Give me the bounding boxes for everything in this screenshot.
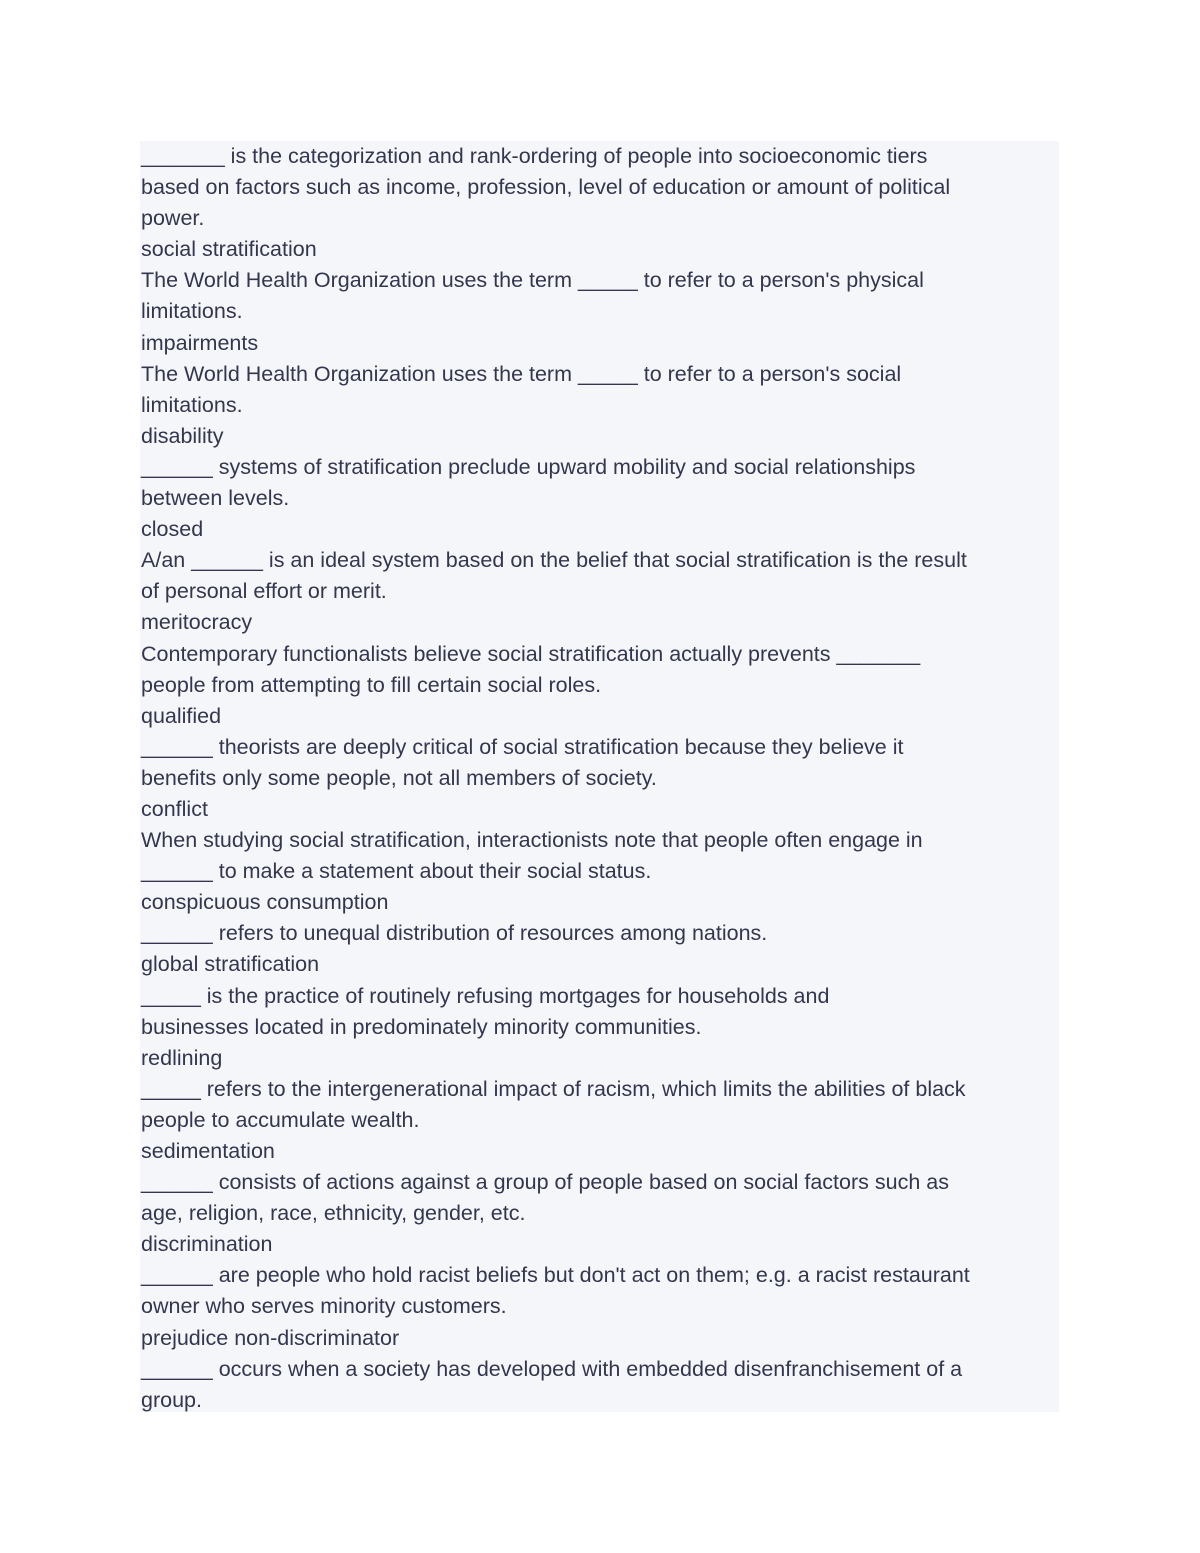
answer-line: discrimination bbox=[141, 1232, 273, 1257]
text-line: The World Health Organization uses the term _____ to refer to a person's social bbox=[141, 361, 902, 386]
text-line: When studying social stratification, interactionists note that people often engage in bbox=[141, 828, 923, 853]
text-line: owner who serves minority customers. bbox=[141, 1294, 507, 1319]
text-line: ______ are people who hold racist beliefs but don't act on them; e.g. a racist restaurant bbox=[141, 1263, 970, 1288]
text-line: _____ is the practice of routinely refusing mortgages for households and bbox=[141, 983, 830, 1008]
text-line: group. bbox=[141, 1387, 202, 1412]
answer-line: redlining bbox=[141, 1045, 223, 1070]
answer-line: impairments bbox=[141, 330, 259, 355]
text-line: between levels. bbox=[141, 486, 290, 511]
answer-line: prejudice non-discriminator bbox=[141, 1325, 400, 1350]
text-line: businesses located in predominately minority communities. bbox=[141, 1014, 702, 1039]
text-line: power. bbox=[141, 206, 205, 231]
answer-line: global stratification bbox=[141, 952, 320, 977]
text-line: people to accumulate wealth. bbox=[141, 1107, 420, 1132]
answer-line: qualified bbox=[141, 703, 222, 728]
text-line: ______ to make a statement about their social status. bbox=[141, 859, 652, 884]
answer-line: social stratification bbox=[141, 237, 317, 262]
flashcard-text-block bbox=[140, 141, 1059, 1412]
answer-line: sedimentation bbox=[141, 1139, 275, 1163]
text-line: age, religion, race, ethnicity, gender, etc. bbox=[141, 1201, 526, 1226]
answer-line: meritocracy bbox=[141, 610, 253, 635]
text-line: people from attempting to fill certain social roles. bbox=[141, 672, 602, 697]
text-line: _______ is the categorization and rank-ordering of people into socioeconomic tiers bbox=[141, 144, 928, 168]
text-line: _____ refers to the intergenerational impact of racism, which limits the abilities of black bbox=[141, 1076, 966, 1101]
answer-line: disability bbox=[141, 423, 224, 448]
answer-line: conflict bbox=[141, 796, 208, 821]
text-line: limitations. bbox=[141, 299, 243, 324]
answer-line: conspicuous consumption bbox=[141, 890, 389, 915]
text-line: ______ systems of stratification preclude upward mobility and social relationships bbox=[141, 454, 916, 479]
text-line: limitations. bbox=[141, 392, 243, 417]
text-line: ______ consists of actions against a group of people based on social factors such as bbox=[141, 1170, 949, 1195]
text-line: based on factors such as income, profession, level of education or amount of political bbox=[141, 175, 951, 200]
text-line: ______ occurs when a society has developed with embedded disenfranchisement of a bbox=[141, 1356, 963, 1381]
text-line: ______ refers to unequal distribution of resources among nations. bbox=[141, 921, 768, 946]
text-line: ______ theorists are deeply critical of social stratification because they believe it bbox=[141, 734, 904, 759]
text-line: The World Health Organization uses the term _____ to refer to a person's physical bbox=[141, 268, 924, 293]
text-line: of personal effort or merit. bbox=[141, 579, 387, 604]
text-line: A/an ______ is an ideal system based on the belief that social stratification is the result bbox=[141, 548, 967, 573]
text-line: benefits only some people, not all members of society. bbox=[141, 765, 657, 790]
answer-line: closed bbox=[141, 517, 204, 542]
text-line: Contemporary functionalists believe social stratification actually prevents _______ bbox=[141, 641, 921, 666]
